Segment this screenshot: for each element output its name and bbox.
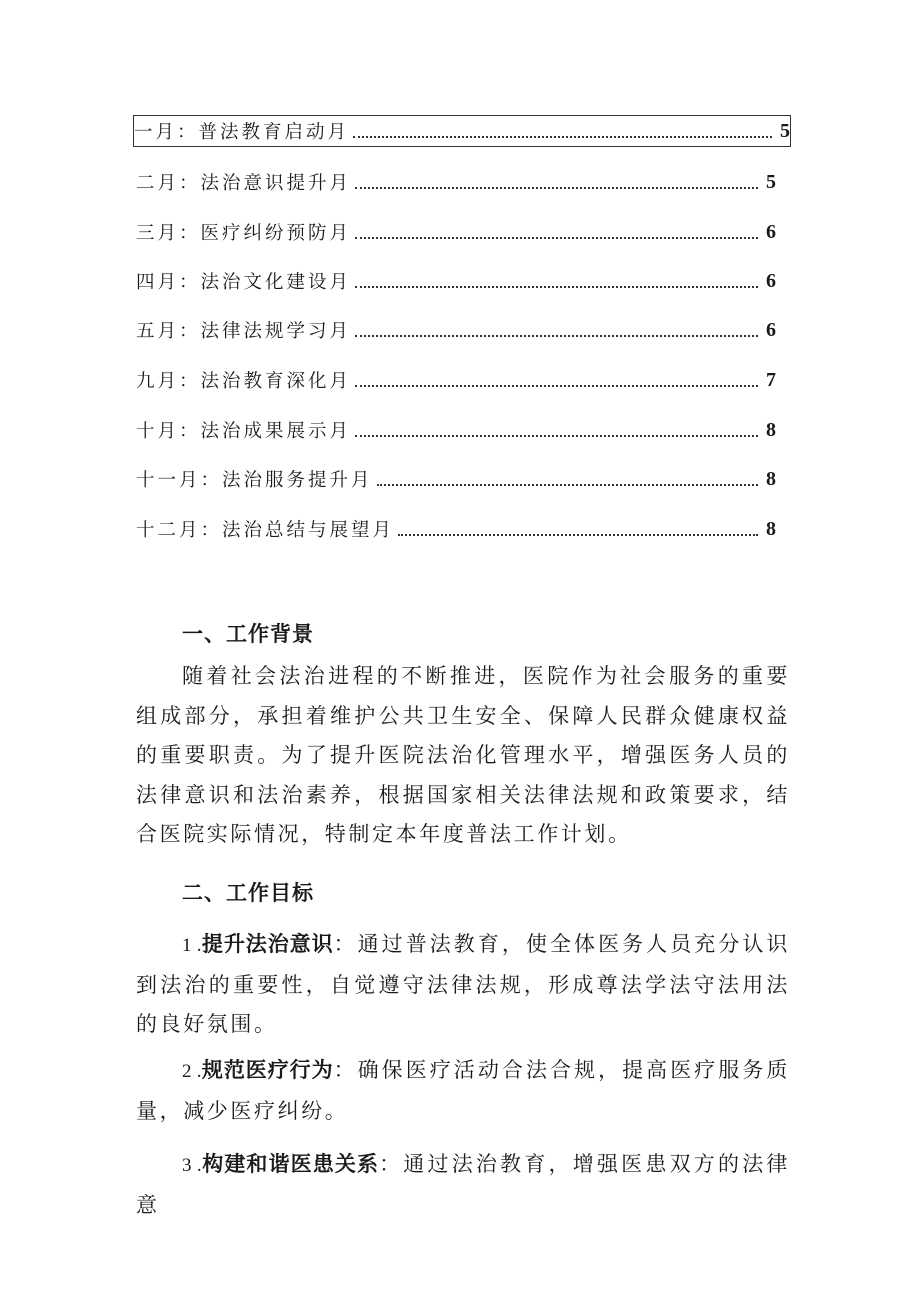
goal-item-separator: ： <box>333 1058 358 1082</box>
goal-item-number: 1 . <box>182 935 202 956</box>
toc-entry[interactable] <box>136 365 776 395</box>
goal-item <box>136 925 790 1045</box>
toc-entry-label: 十一月：法治服务提升月 <box>136 470 373 491</box>
toc-entry-page: 6 <box>766 269 776 292</box>
toc-entry[interactable] <box>136 315 776 345</box>
goal-item-number: 2 . <box>182 1061 202 1082</box>
toc-entry-label: 十二月：法治总结与展望月 <box>136 520 395 541</box>
goal-item-separator: ： <box>379 1152 404 1176</box>
section-heading-background: 一、工作背景 <box>182 622 314 646</box>
toc-entry[interactable] <box>134 116 790 146</box>
section-heading-goals: 二、工作目标 <box>182 881 314 905</box>
toc-leader-dots <box>355 186 758 189</box>
goal-item <box>136 1051 790 1131</box>
toc-entry[interactable] <box>136 167 776 197</box>
toc-entry-page: 7 <box>766 368 776 391</box>
toc-entry-page: 8 <box>766 517 776 540</box>
toc-entry[interactable] <box>136 217 776 247</box>
toc-entry-label: 一月：普法教育启动月 <box>134 122 350 143</box>
toc-leader-dots <box>353 135 772 138</box>
toc-leader-dots <box>398 533 758 536</box>
goal-item-number: 3 . <box>182 1155 202 1176</box>
goal-item-title: 构建和谐医患关系 <box>201 1152 380 1176</box>
toc-leader-dots <box>377 483 758 486</box>
goal-item-text: 确保医疗活动合法合规，提高医疗服务质量，减少医疗纠纷。 <box>136 1058 790 1123</box>
toc-entry-label: 十月：法治成果展示月 <box>136 421 352 442</box>
goal-item-text: 通过普法教育，使全体医务人员充分认识到法治的重要性，自觉遵守法律法规，形成尊法学法守法用法的良好氛围。 <box>136 932 790 1036</box>
toc-leader-dots <box>355 236 758 239</box>
toc-entry[interactable] <box>136 266 776 296</box>
toc-entry-label: 九月：法治教育深化月 <box>136 371 352 392</box>
toc-entry[interactable] <box>136 464 776 494</box>
toc-entry-page: 5 <box>766 170 776 193</box>
toc-entry-label: 三月：医疗纠纷预防月 <box>136 223 352 244</box>
toc-entry-label: 四月：法治文化建设月 <box>136 272 352 293</box>
toc-entry-label: 二月：法治意识提升月 <box>136 173 352 194</box>
goal-item <box>136 1145 790 1225</box>
goal-item-text: 通过法治教育，增强医患双方的法律意 <box>136 1152 790 1217</box>
toc-leader-dots <box>355 384 758 387</box>
toc-entry-page: 6 <box>766 220 776 243</box>
toc-entry-page: 6 <box>766 318 776 341</box>
goal-item-separator: ： <box>333 932 358 956</box>
toc-leader-dots <box>355 334 758 337</box>
toc-entry[interactable] <box>136 415 776 445</box>
goal-item-title: 提升法治意识 <box>201 932 334 956</box>
toc-entry-page: 5 <box>780 119 790 142</box>
toc-entry-label: 五月：法律法规学习月 <box>136 321 352 342</box>
section-body-background: 随着社会法治进程的不断推进，医院作为社会服务的重要组成部分，承担着维护公共卫生安全、保障人民群众健康权益的重要职责。为了提升医院法治化管理水平，增强医务人员的法律意识和法治素养，根据国家相关法律法规和政策要求，结合医院实际情况，特制定本年度普法工作计划。 <box>136 664 790 846</box>
toc-leader-dots <box>355 434 758 437</box>
toc-entry-page: 8 <box>766 418 776 441</box>
toc-entry-page: 8 <box>766 467 776 490</box>
toc-entry[interactable] <box>136 514 776 544</box>
goal-item-title: 规范医疗行为 <box>201 1058 334 1082</box>
toc-leader-dots <box>355 285 758 288</box>
